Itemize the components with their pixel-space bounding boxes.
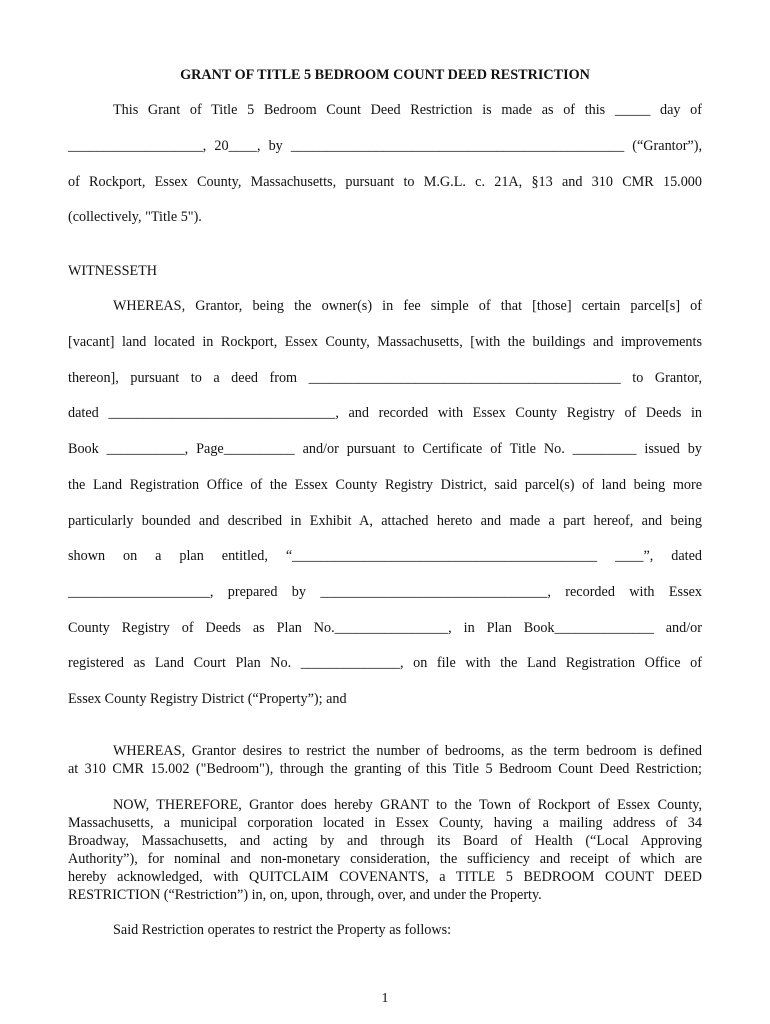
text-line: Book ___________, Page__________ and/or pursuant to Certificate of Title No. _________ issued by: [68, 441, 702, 457]
text-line: Said Restriction operates to restrict the Property as follows:: [113, 922, 452, 938]
text-line: at 310 CMR 15.002 ("Bedroom"), through the granting of this Title 5 Bedroom Count Deed Restriction;: [68, 761, 702, 777]
text-line: the Land Registration Office of the Essex County Registry District, said parcel(s) of land being more: [68, 477, 702, 493]
text-line: particularly bounded and described in Exhibit A, attached hereto and made a part hereof, and being: [68, 513, 702, 529]
text-line: ___________________, 20____, by _______________________________________________ (“Grantor”),: [68, 138, 702, 154]
text-line: County Registry of Deeds as Plan No.________________, in Plan Book______________ and/or: [68, 620, 702, 636]
text-line: Authority”), for nominal and non-monetary consideration, the sufficiency and receipt of which are: [68, 851, 702, 867]
text-line: (collectively, "Title 5").: [68, 209, 202, 225]
text-line: Massachusetts, a municipal corporation located in Essex County, having a mailing address of 34: [68, 815, 702, 831]
text-line: shown on a plan entitled, “___________________________________________ ____”, dated: [68, 548, 702, 564]
text-line: This Grant of Title 5 Bedroom Count Deed Restriction is made as of this _____ day of: [113, 102, 702, 118]
text-line: Broadway, Massachusetts, and acting by and through its Board of Health (“Local Approving: [68, 833, 702, 849]
text-line: dated ________________________________, and recorded with Essex County Registry of Deeds in: [68, 405, 702, 421]
text-line: hereby acknowledged, with QUITCLAIM COVENANTS, a TITLE 5 BEDROOM COUNT DEED: [68, 869, 702, 885]
text-line: Essex County Registry District (“Property”); and: [68, 691, 347, 707]
text-line: [vacant] land located in Rockport, Essex County, Massachusetts, [with the buildings and improvements: [68, 334, 702, 350]
text-line: thereon], pursuant to a deed from ____________________________________________ to Grantor,: [68, 370, 702, 386]
text-line: WHEREAS, Grantor, being the owner(s) in fee simple of that [those] certain parcel[s] of: [113, 298, 702, 314]
text-line: NOW, THEREFORE, Grantor does hereby GRANT to the Town of Rockport of Essex County,: [113, 797, 702, 813]
text-line: registered as Land Court Plan No. ______________, on file with the Land Registration Office of: [68, 655, 702, 671]
text-line: WHEREAS, Grantor desires to restrict the number of bedrooms, as the term bedroom is defined: [113, 743, 702, 759]
text-line: ____________________, prepared by ________________________________, recorded with Essex: [68, 584, 702, 600]
text-line: of Rockport, Essex County, Massachusetts, pursuant to M.G.L. c. 21A, §13 and 310 CMR 15.000: [68, 174, 702, 190]
text-line: RESTRICTION (“Restriction”) in, on, upon, through, over, and under the Property.: [68, 887, 542, 903]
document-title: GRANT OF TITLE 5 BEDROOM COUNT DEED RESTRICTION: [180, 67, 590, 83]
section-heading: WITNESSETH: [68, 263, 158, 279]
page-number: 1: [381, 991, 389, 1006]
